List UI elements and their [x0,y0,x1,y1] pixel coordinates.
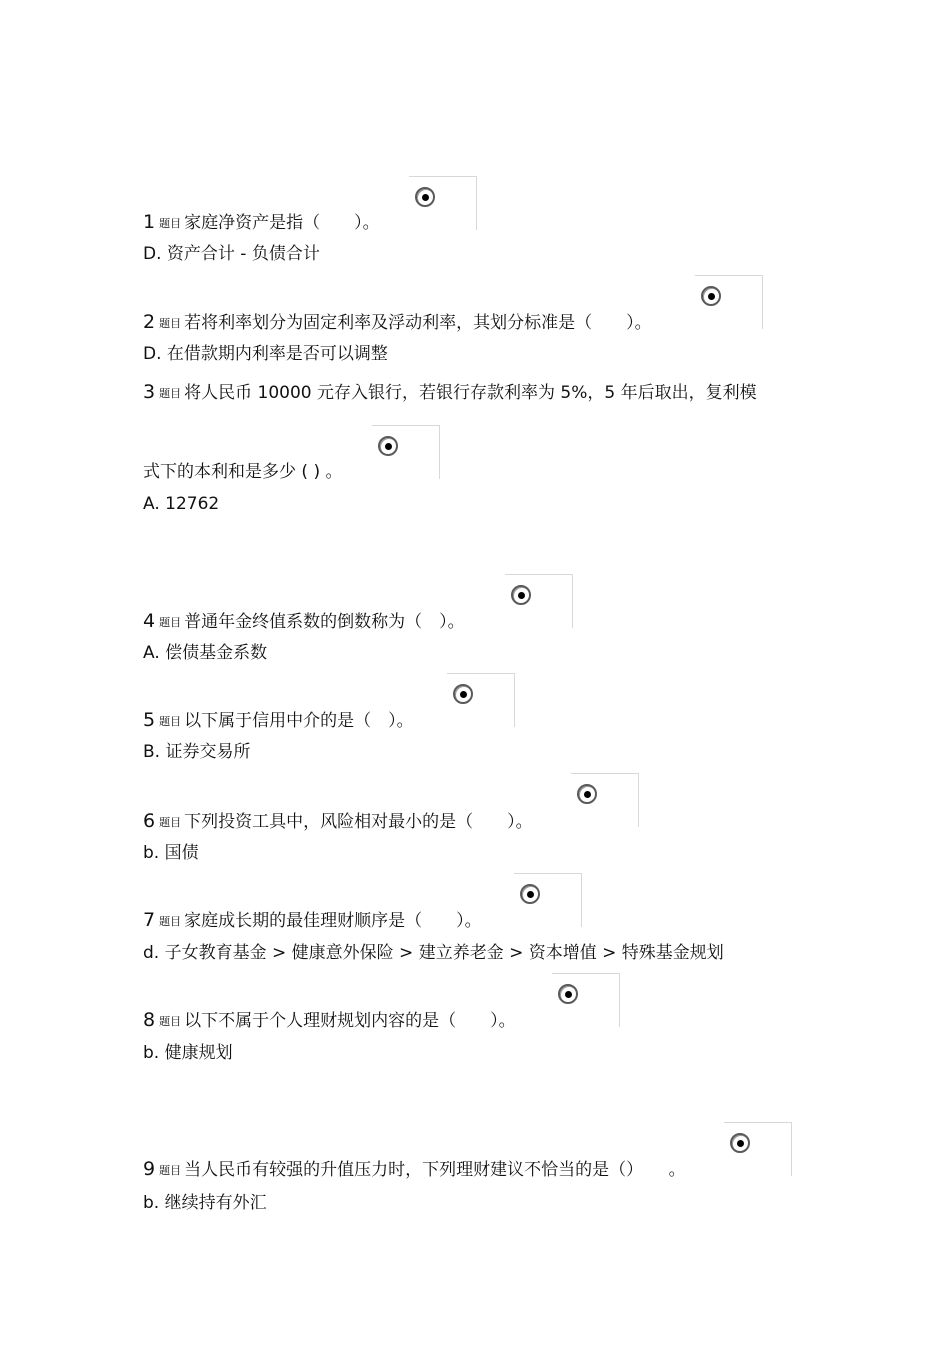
question-4 [143,610,465,635]
question-text: 若将利率划分为固定利率及浮动利率，其划分标准是（ ）。 [184,313,652,333]
answer-3: A. 12762 [143,494,220,514]
radio-selected-icon [520,884,540,904]
answer-1: D. 资产合计 - 负债合计 [143,244,320,264]
question-6 [143,810,533,835]
question-text: 家庭净资产是指（ ）。 [184,213,380,233]
question-9 [143,1158,686,1183]
radio-button[interactable] [514,873,582,927]
answer-6: b. 国债 [143,843,199,863]
question-number: 5 [143,709,156,731]
question-3 [143,381,757,406]
question-number: 1 [143,211,156,233]
answer-8: b. 健康规划 [143,1043,233,1063]
answer-4: A. 偿债基金系数 [143,643,268,663]
question-number: 2 [143,311,156,333]
question-number: 7 [143,909,156,931]
question-number: 8 [143,1009,156,1031]
radio-selected-icon [730,1133,750,1153]
question-text: 将人民币 10000 元存入银行，若银行存款利率为 5%，5 年后取出，复利模 [184,383,757,403]
radio-selected-icon [453,684,473,704]
question-text: 普通年金终值系数的倒数称为（ ）。 [184,612,465,632]
radio-button[interactable] [505,574,573,628]
question-text: 以下属于信用中介的是（ ）。 [184,711,414,731]
question-7 [143,909,482,934]
answer-9: b. 继续持有外汇 [143,1193,267,1213]
radio-button[interactable] [447,673,515,727]
question-number: 9 [143,1158,156,1180]
question-tag: 题目 [159,387,182,400]
answer-7: d. 子女教育基金 > 健康意外保险 > 建立养老金 > 资本增值 > 特殊基金规划 [143,943,724,963]
answer-5: B. 证券交易所 [143,742,251,762]
question-tag: 题目 [159,915,182,928]
radio-selected-icon [558,984,578,1004]
question-tag: 题目 [159,816,182,829]
question-number: 3 [143,381,156,403]
question-tag: 题目 [159,715,182,728]
radio-selected-icon [511,585,531,605]
question-text: 当人民币有较强的升值压力时，下列理财建议不恰当的是（） 。 [184,1160,686,1180]
question-tag: 题目 [159,1015,182,1028]
question-1 [143,211,380,236]
radio-button[interactable] [695,275,763,329]
answer-2: D. 在借款期内利率是否可以调整 [143,344,388,364]
radio-button[interactable] [724,1122,792,1176]
question-number: 6 [143,810,156,832]
question-3-continuation: 式下的本利和是多少 ( ) 。 [143,462,343,482]
radio-selected-icon [415,187,435,207]
radio-button[interactable] [571,773,639,827]
radio-selected-icon [378,436,398,456]
question-tag: 题目 [159,616,182,629]
question-number: 4 [143,610,156,632]
question-tag: 题目 [159,217,182,230]
radio-button[interactable] [372,425,440,479]
question-2 [143,311,652,336]
question-8 [143,1009,516,1034]
question-text: 家庭成长期的最佳理财顺序是（ ）。 [184,911,482,931]
question-text: 以下不属于个人理财规划内容的是（ ）。 [184,1011,516,1031]
question-text: 下列投资工具中，风险相对最小的是（ ）。 [184,812,533,832]
question-tag: 题目 [159,1164,182,1177]
radio-button[interactable] [409,176,477,230]
question-5 [143,709,414,734]
radio-selected-icon [577,784,597,804]
radio-button[interactable] [552,973,620,1027]
radio-selected-icon [701,286,721,306]
question-tag: 题目 [159,317,182,330]
